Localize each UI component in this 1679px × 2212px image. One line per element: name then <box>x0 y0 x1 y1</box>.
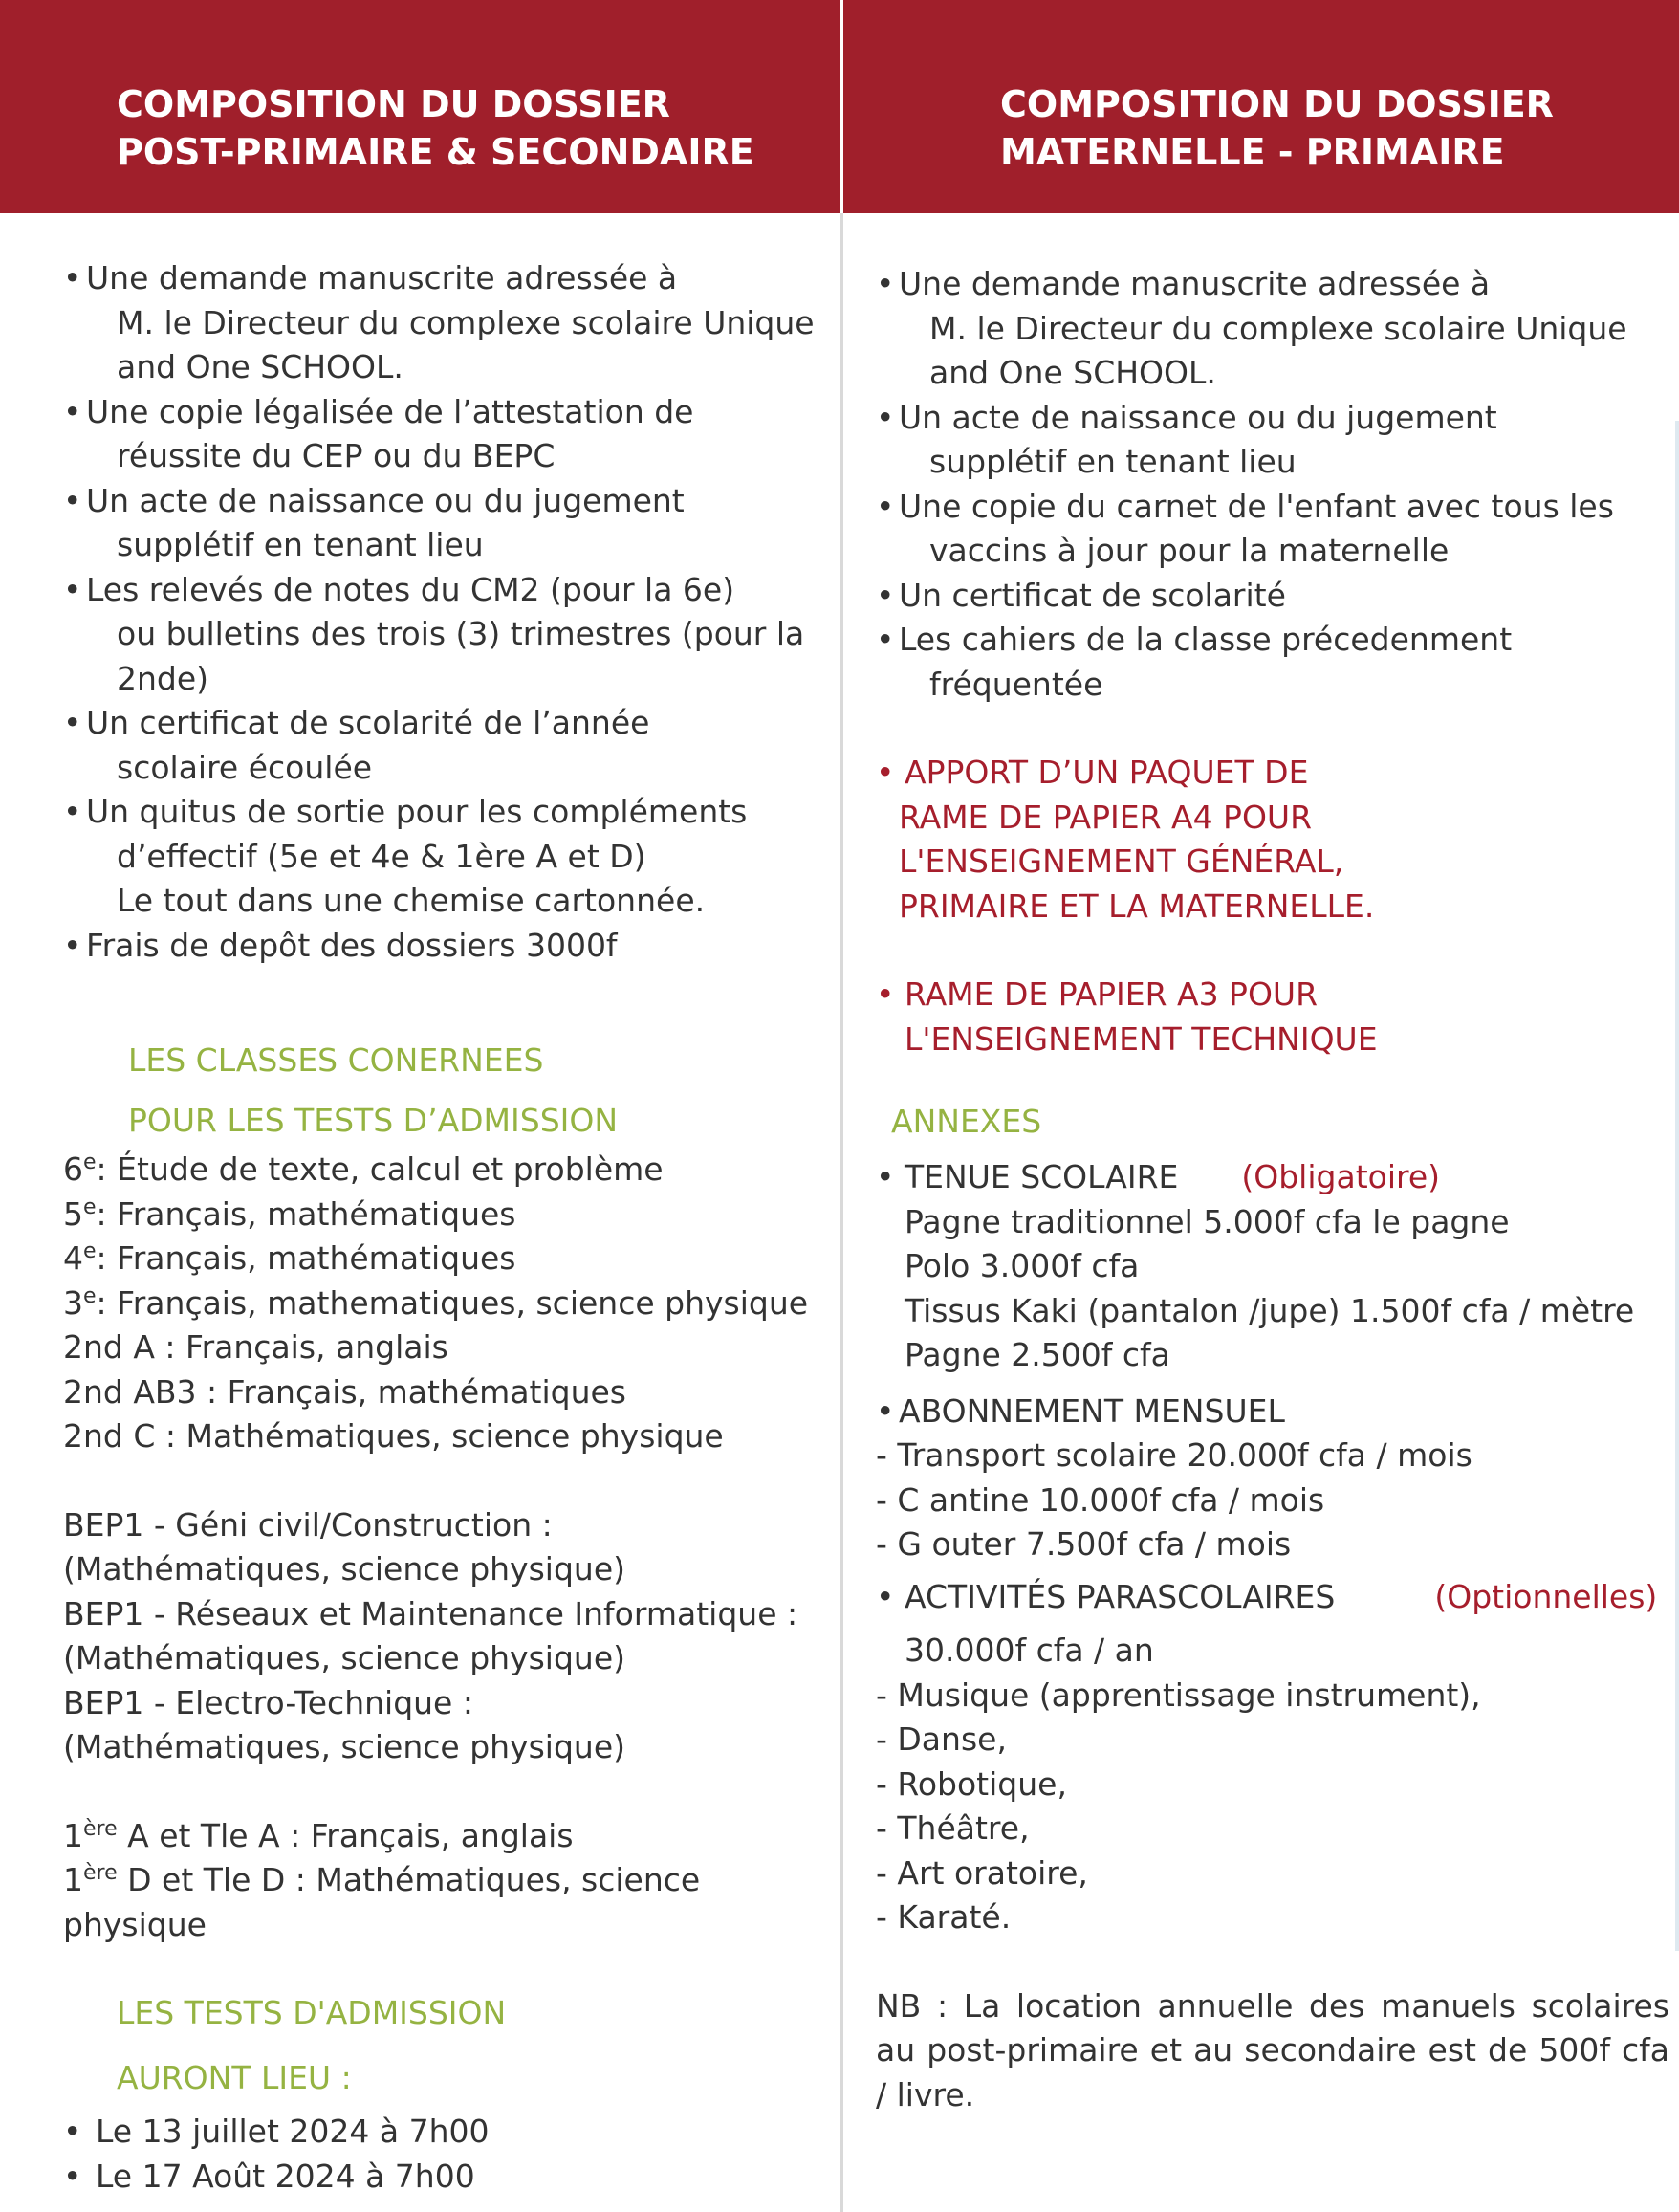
header-banner <box>0 0 1679 213</box>
class-row: 2nd A : Français, anglais <box>63 1328 448 1366</box>
activite-item: - Danse, <box>876 1720 1007 1758</box>
tenue-heading: • TENUE SCOLAIRE (Obligatoire) <box>876 1155 1669 1200</box>
bep-row: (Mathématiques, science physique) <box>63 1728 625 1765</box>
tenue-item: Tissus Kaki (pantalon /jupe) 1.500f cfa / mètre <box>905 1291 1635 1329</box>
list-item: • Frais de depôt des dossiers 3000f <box>63 924 828 969</box>
activite-item: - Karaté. <box>876 1898 1012 1936</box>
abonnement-item: - Transport scolaire 20.000f cfa / mois <box>876 1436 1472 1474</box>
activites-section <box>876 1575 1669 1940</box>
premiere-row: 1ère D et Tle D : Mathématiques, science physique <box>63 1861 701 1943</box>
class-row: 2nd C : Mathématiques, science physique <box>63 1417 724 1455</box>
list-item: • Les relevés de notes du CM2 (pour la 6e) ou bulletins des trois (3) trimestres (pour la 2nde) <box>63 568 828 702</box>
bep-list <box>63 1503 828 1770</box>
rame-a3-notice: • RAME DE PAPIER A3 POUR L'ENSEIGNEMENT TECHNIQUE <box>876 973 1669 1062</box>
abonnement-item: - G outer 7.500f cfa / mois <box>876 1525 1292 1563</box>
list-item: • Une copie légalisée de l’attestation de réussite du CEP ou du BEPC <box>63 390 828 479</box>
dates-list <box>63 2110 828 2199</box>
date-item: • Le 17 Août 2024 à 7h00 <box>63 2155 828 2200</box>
tenue-item: Pagne 2.500f cfa <box>905 1336 1170 1373</box>
list-item: • Une demande manuscrite adressée à M. le Directeur du complexe scolaire Unique and One SCHOOL. <box>63 256 828 390</box>
list-item: • Un certificat de scolarité <box>876 574 1669 619</box>
activite-item: - Musique (apprentissage instrument), <box>876 1675 1481 1714</box>
bep-row: BEP1 - Réseaux et Maintenance Informatique : <box>63 1594 798 1632</box>
class-row: 5e: Français, mathématiques <box>63 1194 516 1233</box>
tests-title-line2: AURONT LIEU : <box>117 2059 352 2096</box>
bep-row: (Mathématiques, science physique) <box>63 1639 625 1676</box>
date-item: • Le 13 juillet 2024 à 7h00 <box>63 2110 828 2155</box>
activites-note: (Optionnelles) <box>1434 1577 1658 1615</box>
right-docs-list <box>876 262 1669 707</box>
activite-item: - Robotique, <box>876 1764 1067 1803</box>
page-edge-strip <box>1675 421 1679 1951</box>
left-header-title <box>117 80 754 176</box>
list-item: • Les cahiers de la classe précedenment fréquentée <box>876 618 1669 707</box>
list-item: • Un acte de naissance ou du jugement supplétif en tenant lieu <box>63 479 828 568</box>
list-item: • Une copie du carnet de l'enfant avec tous les vaccins à jour pour la maternelle <box>876 485 1669 574</box>
list-item: • Une demande manuscrite adressée à M. le Directeur du complexe scolaire Unique and One SCHOOL. <box>876 262 1669 396</box>
activites-price: 30.000f cfa / an <box>905 1632 1154 1669</box>
right-header-line1: COMPOSITION DU DOSSIER <box>1000 83 1554 125</box>
right-column <box>876 262 1669 2117</box>
bep-row: BEP1 - Electro-Technique : <box>63 1683 473 1721</box>
left-header-line1: COMPOSITION DU DOSSIER <box>117 83 670 125</box>
list-item: • Un quitus de sortie pour les compléments d’effectif (5e et 4e & 1ère A et D) Le tout dans une chemise cartonnée. <box>63 790 828 924</box>
left-header-line2: POST-PRIMAIRE & SECONDAIRE <box>117 131 754 173</box>
premiere-list <box>63 1814 828 1948</box>
list-item: • Un certificat de scolarité de l’année scolaire écoulée <box>63 701 828 790</box>
classes-title-line2: POUR LES TESTS D’ADMISSION <box>128 1102 619 1139</box>
abonnement-item: - C antine 10.000f cfa / mois <box>876 1480 1325 1519</box>
activite-item: - Art oratoire, <box>876 1853 1088 1892</box>
tests-title-line1: LES TESTS D'ADMISSION <box>117 1994 507 2031</box>
left-column <box>63 256 828 2199</box>
abonnement-section <box>876 1390 1669 1567</box>
left-docs-list <box>63 256 828 968</box>
bep-row: (Mathématiques, science physique) <box>63 1550 625 1588</box>
classes-title-line1: LES CLASSES CONERNEES <box>128 1041 544 1079</box>
class-row: 2nd AB3 : Français, mathématiques <box>63 1372 627 1411</box>
tenue-note: (Obligatoire) <box>1241 1158 1441 1195</box>
class-row: 4e: Français, mathématiques <box>63 1239 516 1277</box>
annexes-title: ANNEXES <box>891 1103 1042 1140</box>
activite-item: - Théâtre, <box>876 1809 1030 1847</box>
nb-note: NB : La location annuelle des manuels scolaires au post-primaire et au secondaire est de 500f cfa / livre. <box>876 1986 1669 2113</box>
list-item: • Un acte de naissance ou du jugement supplétif en tenant lieu <box>876 396 1669 485</box>
tenue-item: Pagne traditionnel 5.000f cfa le pagne <box>905 1202 1510 1240</box>
class-row: 3e: Français, mathematiques, science physique <box>63 1283 809 1322</box>
premiere-row: 1ère A et Tle A : Français, anglais <box>63 1816 574 1854</box>
tenue-item: Polo 3.000f cfa <box>905 1247 1140 1284</box>
activites-heading: • ACTIVITÉS PARASCOLAIRES (Optionnelles) <box>876 1575 1669 1620</box>
column-divider <box>840 0 843 2212</box>
abonnement-heading: • ABONNEMENT MENSUEL <box>876 1390 1669 1435</box>
bep-row: BEP1 - Géni civil/Construction : <box>63 1505 553 1544</box>
header-divider <box>840 0 843 213</box>
apport-paper-notice: • APPORT D’UN PAQUET DE RAME DE PAPIER A4 POUR L'ENSEIGNEMENT GÉNÉRAL, PRIMAIRE ET LA MATERNELLE. <box>876 751 1669 929</box>
right-header-title <box>1000 80 1554 176</box>
class-row: 6e: Étude de texte, calcul et problème <box>63 1150 664 1188</box>
right-header-line2: MATERNELLE - PRIMAIRE <box>1000 131 1505 173</box>
tenue-section <box>876 1155 1669 1378</box>
classes-list <box>63 1148 828 1459</box>
